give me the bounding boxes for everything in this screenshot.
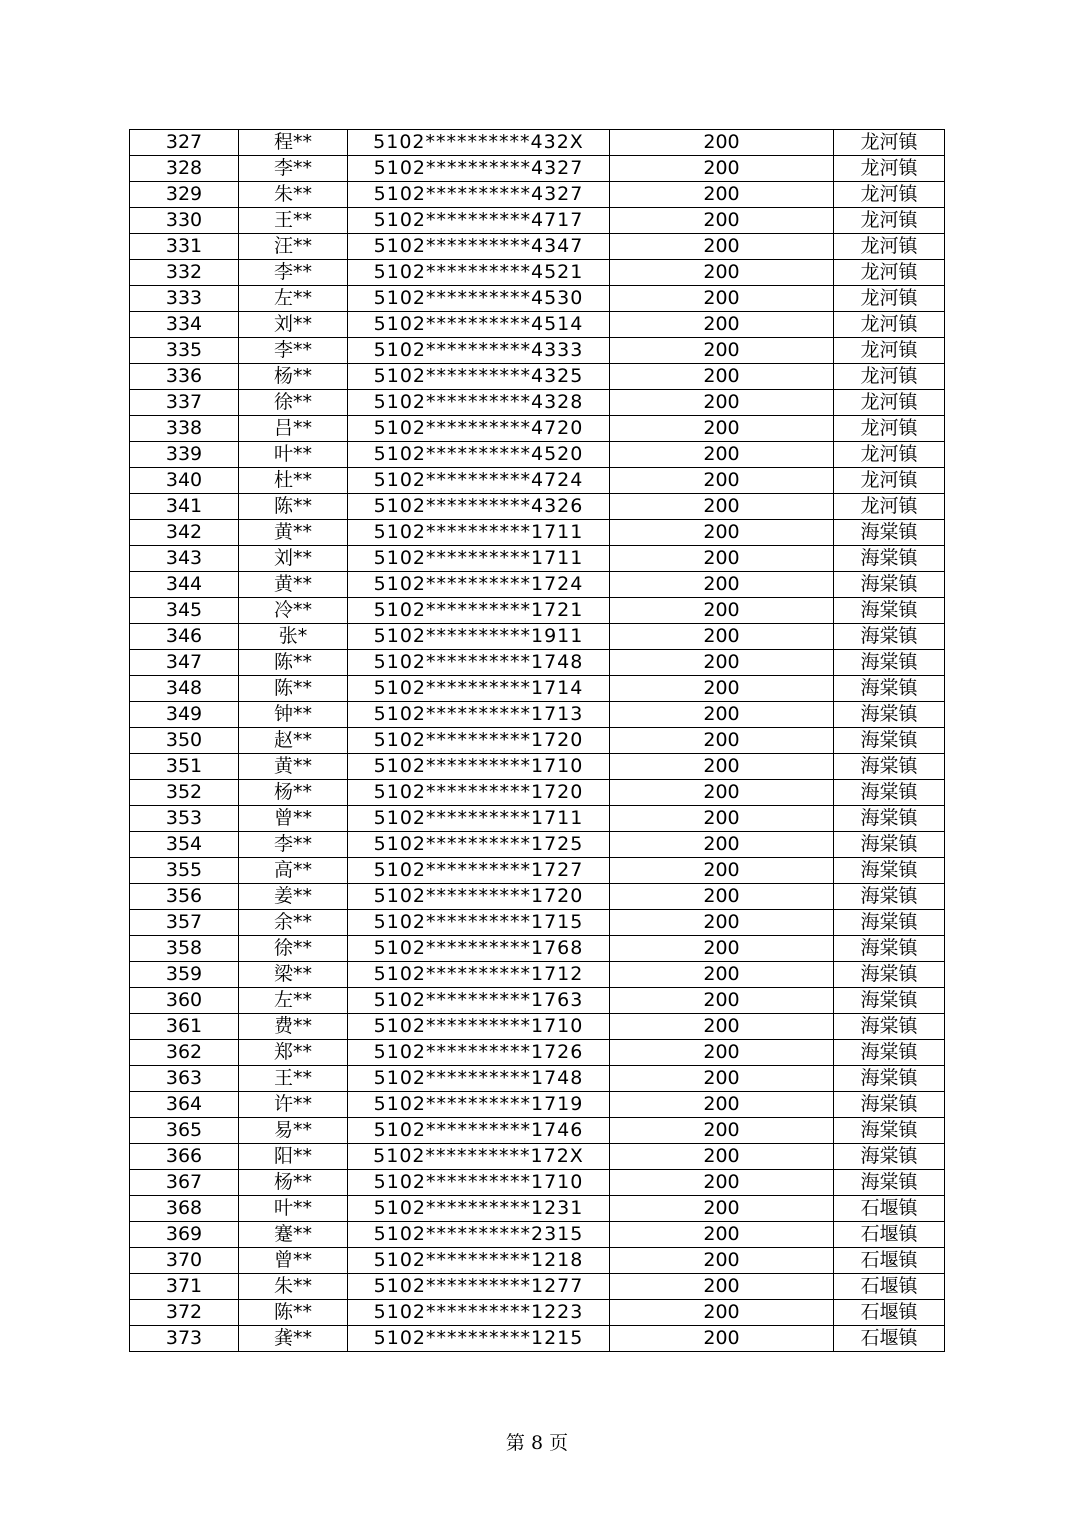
- id-number-cell: 5102**********1710: [348, 754, 610, 780]
- name-cell: 杨**: [239, 364, 348, 390]
- name-cell: 刘**: [239, 312, 348, 338]
- amount-cell: 200: [610, 390, 834, 416]
- amount-cell: 200: [610, 494, 834, 520]
- amount-cell: 200: [610, 338, 834, 364]
- town-cell: 海棠镇: [834, 858, 945, 884]
- table-row: [130, 1300, 945, 1326]
- id-number-cell: 5102**********1719: [348, 1092, 610, 1118]
- table-row: [130, 936, 945, 962]
- id-number-cell: 5102**********4530: [348, 286, 610, 312]
- row-number-cell: 352: [130, 780, 239, 806]
- table-row: [130, 468, 945, 494]
- row-number-cell: 340: [130, 468, 239, 494]
- name-cell: 钟**: [239, 702, 348, 728]
- name-cell: 黄**: [239, 520, 348, 546]
- row-number-cell: 347: [130, 650, 239, 676]
- table-row: [130, 910, 945, 936]
- amount-cell: 200: [610, 1118, 834, 1144]
- row-number-cell: 365: [130, 1118, 239, 1144]
- town-cell: 龙河镇: [834, 130, 945, 156]
- id-number-cell: 5102**********1710: [348, 1014, 610, 1040]
- table-row: [130, 156, 945, 182]
- row-number-cell: 342: [130, 520, 239, 546]
- table-row: [130, 1066, 945, 1092]
- town-cell: 龙河镇: [834, 442, 945, 468]
- amount-cell: 200: [610, 1274, 834, 1300]
- name-cell: 李**: [239, 260, 348, 286]
- amount-cell: 200: [610, 702, 834, 728]
- roster-table: [129, 129, 945, 1352]
- amount-cell: 200: [610, 1092, 834, 1118]
- table-row: [130, 416, 945, 442]
- table-row: [130, 286, 945, 312]
- row-number-cell: 327: [130, 130, 239, 156]
- town-cell: 龙河镇: [834, 416, 945, 442]
- name-cell: 郑**: [239, 1040, 348, 1066]
- row-number-cell: 354: [130, 832, 239, 858]
- amount-cell: 200: [610, 572, 834, 598]
- row-number-cell: 371: [130, 1274, 239, 1300]
- amount-cell: 200: [610, 1300, 834, 1326]
- town-cell: 石堰镇: [834, 1326, 945, 1352]
- amount-cell: 200: [610, 1170, 834, 1196]
- amount-cell: 200: [610, 910, 834, 936]
- amount-cell: 200: [610, 1196, 834, 1222]
- id-number-cell: 5102**********1720: [348, 728, 610, 754]
- name-cell: 姜**: [239, 884, 348, 910]
- page-number: 第 8 页: [505, 1432, 569, 1454]
- table-row: [130, 754, 945, 780]
- town-cell: 海棠镇: [834, 884, 945, 910]
- town-cell: 海棠镇: [834, 598, 945, 624]
- town-cell: 龙河镇: [834, 338, 945, 364]
- row-number-cell: 335: [130, 338, 239, 364]
- amount-cell: 200: [610, 1144, 834, 1170]
- table-row: [130, 1014, 945, 1040]
- name-cell: 李**: [239, 832, 348, 858]
- table-row: [130, 572, 945, 598]
- row-number-cell: 333: [130, 286, 239, 312]
- row-number-cell: 368: [130, 1196, 239, 1222]
- table-row: [130, 1040, 945, 1066]
- id-number-cell: 5102**********1721: [348, 598, 610, 624]
- amount-cell: 200: [610, 156, 834, 182]
- amount-cell: 200: [610, 1222, 834, 1248]
- id-number-cell: 5102**********4521: [348, 260, 610, 286]
- amount-cell: 200: [610, 130, 834, 156]
- table-row: [130, 1222, 945, 1248]
- row-number-cell: 339: [130, 442, 239, 468]
- id-number-cell: 5102**********1720: [348, 884, 610, 910]
- name-cell: 左**: [239, 988, 348, 1014]
- row-number-cell: 332: [130, 260, 239, 286]
- id-number-cell: 5102**********1748: [348, 650, 610, 676]
- amount-cell: 200: [610, 754, 834, 780]
- table-row: [130, 728, 945, 754]
- table-row: [130, 1274, 945, 1300]
- id-number-cell: 5102**********4325: [348, 364, 610, 390]
- town-cell: 海棠镇: [834, 546, 945, 572]
- amount-cell: 200: [610, 312, 834, 338]
- amount-cell: 200: [610, 962, 834, 988]
- name-cell: 曾**: [239, 1248, 348, 1274]
- row-number-cell: 338: [130, 416, 239, 442]
- amount-cell: 200: [610, 442, 834, 468]
- table-row: [130, 1248, 945, 1274]
- row-number-cell: 357: [130, 910, 239, 936]
- id-number-cell: 5102**********4514: [348, 312, 610, 338]
- table-row: [130, 780, 945, 806]
- name-cell: 朱**: [239, 182, 348, 208]
- id-number-cell: 5102**********1763: [348, 988, 610, 1014]
- row-number-cell: 351: [130, 754, 239, 780]
- table-row: [130, 546, 945, 572]
- amount-cell: 200: [610, 806, 834, 832]
- id-number-cell: 5102**********4724: [348, 468, 610, 494]
- town-cell: 龙河镇: [834, 182, 945, 208]
- table-row: [130, 390, 945, 416]
- amount-cell: 200: [610, 208, 834, 234]
- town-cell: 海棠镇: [834, 520, 945, 546]
- name-cell: 杨**: [239, 1170, 348, 1196]
- name-cell: 高**: [239, 858, 348, 884]
- table-row: [130, 598, 945, 624]
- town-cell: 石堰镇: [834, 1300, 945, 1326]
- name-cell: 黄**: [239, 572, 348, 598]
- table-row: [130, 1196, 945, 1222]
- name-cell: 陈**: [239, 494, 348, 520]
- row-number-cell: 359: [130, 962, 239, 988]
- name-cell: 陈**: [239, 650, 348, 676]
- table-row: [130, 650, 945, 676]
- row-number-cell: 367: [130, 1170, 239, 1196]
- table-row: [130, 988, 945, 1014]
- name-cell: 左**: [239, 286, 348, 312]
- row-number-cell: 358: [130, 936, 239, 962]
- town-cell: 龙河镇: [834, 260, 945, 286]
- row-number-cell: 341: [130, 494, 239, 520]
- id-number-cell: 5102**********432X: [348, 130, 610, 156]
- table-row: [130, 338, 945, 364]
- row-number-cell: 337: [130, 390, 239, 416]
- town-cell: 海棠镇: [834, 624, 945, 650]
- name-cell: 陈**: [239, 1300, 348, 1326]
- row-number-cell: 353: [130, 806, 239, 832]
- id-number-cell: 5102**********1711: [348, 546, 610, 572]
- amount-cell: 200: [610, 676, 834, 702]
- town-cell: 龙河镇: [834, 156, 945, 182]
- id-number-cell: 5102**********4333: [348, 338, 610, 364]
- row-number-cell: 370: [130, 1248, 239, 1274]
- row-number-cell: 361: [130, 1014, 239, 1040]
- town-cell: 海棠镇: [834, 988, 945, 1014]
- row-number-cell: 364: [130, 1092, 239, 1118]
- amount-cell: 200: [610, 780, 834, 806]
- table-row: [130, 806, 945, 832]
- id-number-cell: 5102**********1768: [348, 936, 610, 962]
- town-cell: 海棠镇: [834, 780, 945, 806]
- name-cell: 徐**: [239, 936, 348, 962]
- id-number-cell: 5102**********1720: [348, 780, 610, 806]
- id-number-cell: 5102**********1714: [348, 676, 610, 702]
- amount-cell: 200: [610, 286, 834, 312]
- table-row: [130, 1170, 945, 1196]
- town-cell: 海棠镇: [834, 572, 945, 598]
- table-row: [130, 208, 945, 234]
- id-number-cell: 5102**********4720: [348, 416, 610, 442]
- table-row: [130, 962, 945, 988]
- town-cell: 海棠镇: [834, 936, 945, 962]
- amount-cell: 200: [610, 468, 834, 494]
- name-cell: 黄**: [239, 754, 348, 780]
- town-cell: 海棠镇: [834, 1118, 945, 1144]
- name-cell: 王**: [239, 1066, 348, 1092]
- town-cell: 龙河镇: [834, 390, 945, 416]
- name-cell: 易**: [239, 1118, 348, 1144]
- name-cell: 叶**: [239, 1196, 348, 1222]
- row-number-cell: 360: [130, 988, 239, 1014]
- id-number-cell: 5102**********1277: [348, 1274, 610, 1300]
- id-number-cell: 5102**********1911: [348, 624, 610, 650]
- id-number-cell: 5102**********4327: [348, 156, 610, 182]
- town-cell: 龙河镇: [834, 468, 945, 494]
- name-cell: 杨**: [239, 780, 348, 806]
- id-number-cell: 5102**********172X: [348, 1144, 610, 1170]
- table-row: [130, 494, 945, 520]
- table-row: [130, 260, 945, 286]
- name-cell: 李**: [239, 338, 348, 364]
- table-row: [130, 234, 945, 260]
- id-number-cell: 5102**********1710: [348, 1170, 610, 1196]
- amount-cell: 200: [610, 364, 834, 390]
- amount-cell: 200: [610, 1040, 834, 1066]
- town-cell: 海棠镇: [834, 1014, 945, 1040]
- amount-cell: 200: [610, 728, 834, 754]
- table-row: [130, 858, 945, 884]
- id-number-cell: 5102**********1711: [348, 806, 610, 832]
- row-number-cell: 372: [130, 1300, 239, 1326]
- id-number-cell: 5102**********1725: [348, 832, 610, 858]
- row-number-cell: 328: [130, 156, 239, 182]
- amount-cell: 200: [610, 1066, 834, 1092]
- name-cell: 杜**: [239, 468, 348, 494]
- town-cell: 海棠镇: [834, 806, 945, 832]
- name-cell: 蹇**: [239, 1222, 348, 1248]
- town-cell: 海棠镇: [834, 754, 945, 780]
- town-cell: 海棠镇: [834, 962, 945, 988]
- row-number-cell: 345: [130, 598, 239, 624]
- row-number-cell: 330: [130, 208, 239, 234]
- id-number-cell: 5102**********4326: [348, 494, 610, 520]
- table-row: [130, 1326, 945, 1352]
- id-number-cell: 5102**********2315: [348, 1222, 610, 1248]
- id-number-cell: 5102**********1711: [348, 520, 610, 546]
- name-cell: 陈**: [239, 676, 348, 702]
- id-number-cell: 5102**********4327: [348, 182, 610, 208]
- town-cell: 龙河镇: [834, 494, 945, 520]
- id-number-cell: 5102**********4717: [348, 208, 610, 234]
- row-number-cell: 369: [130, 1222, 239, 1248]
- name-cell: 李**: [239, 156, 348, 182]
- town-cell: 海棠镇: [834, 1144, 945, 1170]
- table-row: [130, 520, 945, 546]
- town-cell: 海棠镇: [834, 728, 945, 754]
- town-cell: 龙河镇: [834, 286, 945, 312]
- town-cell: 石堰镇: [834, 1196, 945, 1222]
- row-number-cell: 346: [130, 624, 239, 650]
- row-number-cell: 331: [130, 234, 239, 260]
- town-cell: 海棠镇: [834, 1092, 945, 1118]
- id-number-cell: 5102**********1726: [348, 1040, 610, 1066]
- name-cell: 费**: [239, 1014, 348, 1040]
- town-cell: 海棠镇: [834, 1066, 945, 1092]
- table-row: [130, 364, 945, 390]
- table-row: [130, 1144, 945, 1170]
- name-cell: 汪**: [239, 234, 348, 260]
- table-row: [130, 130, 945, 156]
- row-number-cell: 355: [130, 858, 239, 884]
- row-number-cell: 336: [130, 364, 239, 390]
- roster-body: [130, 130, 945, 1352]
- row-number-cell: 343: [130, 546, 239, 572]
- town-cell: 石堰镇: [834, 1222, 945, 1248]
- row-number-cell: 373: [130, 1326, 239, 1352]
- amount-cell: 200: [610, 650, 834, 676]
- row-number-cell: 348: [130, 676, 239, 702]
- town-cell: 石堰镇: [834, 1274, 945, 1300]
- town-cell: 龙河镇: [834, 364, 945, 390]
- name-cell: 阳**: [239, 1144, 348, 1170]
- name-cell: 赵**: [239, 728, 348, 754]
- amount-cell: 200: [610, 546, 834, 572]
- name-cell: 余**: [239, 910, 348, 936]
- name-cell: 徐**: [239, 390, 348, 416]
- name-cell: 冷**: [239, 598, 348, 624]
- amount-cell: 200: [610, 1014, 834, 1040]
- name-cell: 王**: [239, 208, 348, 234]
- town-cell: 海棠镇: [834, 910, 945, 936]
- id-number-cell: 5102**********1713: [348, 702, 610, 728]
- amount-cell: 200: [610, 182, 834, 208]
- town-cell: 龙河镇: [834, 234, 945, 260]
- name-cell: 梁**: [239, 962, 348, 988]
- row-number-cell: 334: [130, 312, 239, 338]
- id-number-cell: 5102**********1231: [348, 1196, 610, 1222]
- amount-cell: 200: [610, 598, 834, 624]
- id-number-cell: 5102**********1746: [348, 1118, 610, 1144]
- town-cell: 海棠镇: [834, 832, 945, 858]
- amount-cell: 200: [610, 1326, 834, 1352]
- amount-cell: 200: [610, 624, 834, 650]
- id-number-cell: 5102**********1715: [348, 910, 610, 936]
- amount-cell: 200: [610, 988, 834, 1014]
- amount-cell: 200: [610, 858, 834, 884]
- id-number-cell: 5102**********1724: [348, 572, 610, 598]
- row-number-cell: 329: [130, 182, 239, 208]
- table-row: [130, 1092, 945, 1118]
- row-number-cell: 366: [130, 1144, 239, 1170]
- amount-cell: 200: [610, 832, 834, 858]
- id-number-cell: 5102**********4347: [348, 234, 610, 260]
- name-cell: 叶**: [239, 442, 348, 468]
- amount-cell: 200: [610, 936, 834, 962]
- id-number-cell: 5102**********4328: [348, 390, 610, 416]
- name-cell: 曾**: [239, 806, 348, 832]
- table-row: [130, 1118, 945, 1144]
- id-number-cell: 5102**********1727: [348, 858, 610, 884]
- row-number-cell: 362: [130, 1040, 239, 1066]
- town-cell: 海棠镇: [834, 676, 945, 702]
- name-cell: 程**: [239, 130, 348, 156]
- id-number-cell: 5102**********1748: [348, 1066, 610, 1092]
- name-cell: 龚**: [239, 1326, 348, 1352]
- table-row: [130, 832, 945, 858]
- name-cell: 许**: [239, 1092, 348, 1118]
- id-number-cell: 5102**********1712: [348, 962, 610, 988]
- table-row: [130, 182, 945, 208]
- row-number-cell: 350: [130, 728, 239, 754]
- town-cell: 海棠镇: [834, 702, 945, 728]
- row-number-cell: 356: [130, 884, 239, 910]
- id-number-cell: 5102**********1218: [348, 1248, 610, 1274]
- amount-cell: 200: [610, 260, 834, 286]
- amount-cell: 200: [610, 234, 834, 260]
- town-cell: 海棠镇: [834, 650, 945, 676]
- town-cell: 龙河镇: [834, 312, 945, 338]
- town-cell: 海棠镇: [834, 1040, 945, 1066]
- id-number-cell: 5102**********4520: [348, 442, 610, 468]
- town-cell: 海棠镇: [834, 1170, 945, 1196]
- table-row: [130, 884, 945, 910]
- row-number-cell: 349: [130, 702, 239, 728]
- name-cell: 刘**: [239, 546, 348, 572]
- name-cell: 朱**: [239, 1274, 348, 1300]
- row-number-cell: 363: [130, 1066, 239, 1092]
- table-row: [130, 702, 945, 728]
- table-row: [130, 312, 945, 338]
- table-row: [130, 442, 945, 468]
- town-cell: 石堰镇: [834, 1248, 945, 1274]
- amount-cell: 200: [610, 416, 834, 442]
- amount-cell: 200: [610, 1248, 834, 1274]
- name-cell: 吕**: [239, 416, 348, 442]
- id-number-cell: 5102**********1223: [348, 1300, 610, 1326]
- town-cell: 龙河镇: [834, 208, 945, 234]
- amount-cell: 200: [610, 884, 834, 910]
- name-cell: 张*: [239, 624, 348, 650]
- id-number-cell: 5102**********1215: [348, 1326, 610, 1352]
- table-row: [130, 676, 945, 702]
- table-row: [130, 624, 945, 650]
- amount-cell: 200: [610, 520, 834, 546]
- row-number-cell: 344: [130, 572, 239, 598]
